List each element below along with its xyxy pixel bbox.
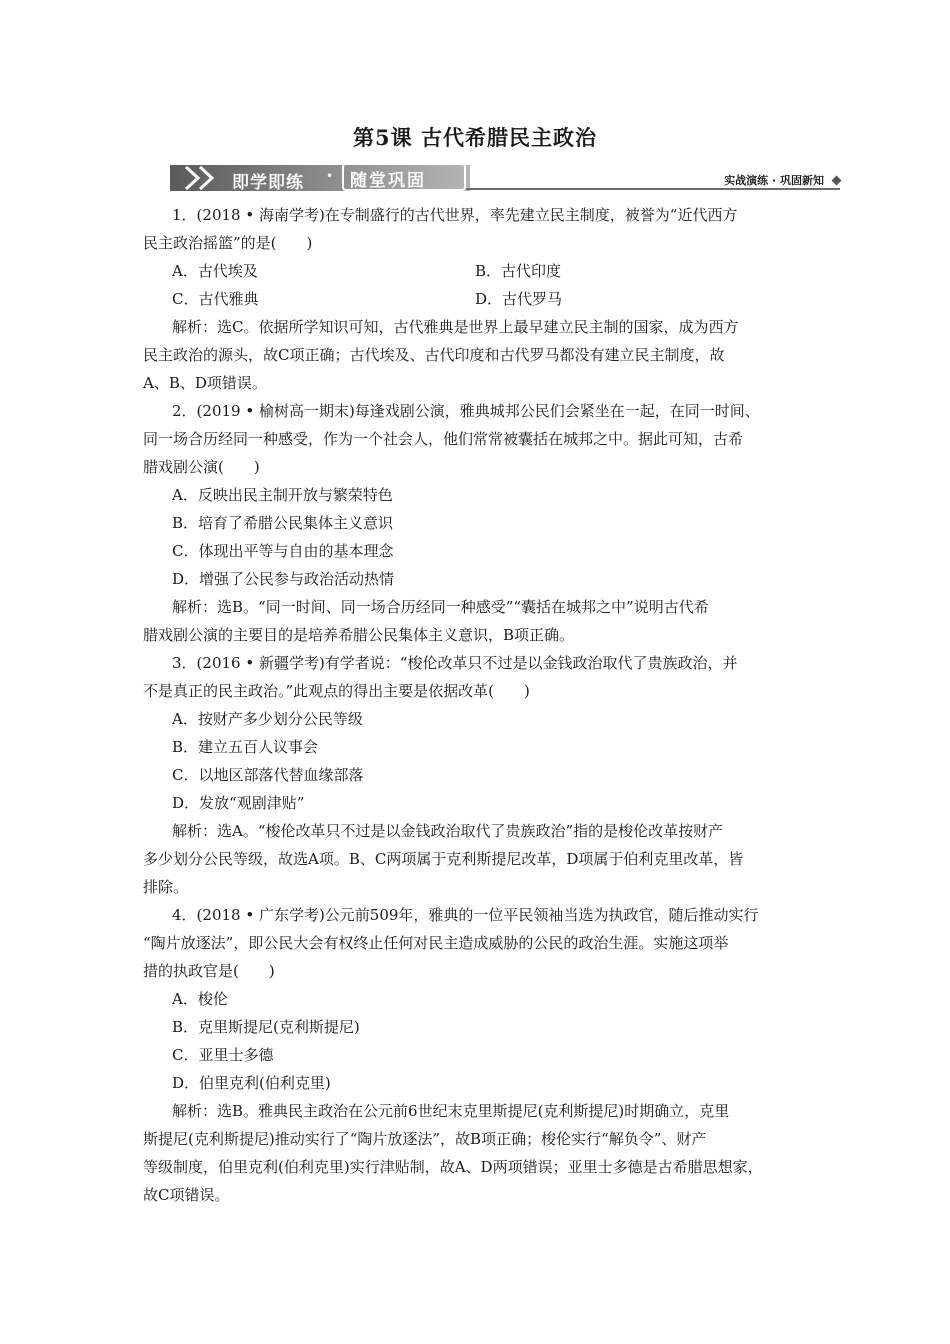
text-line: 措的执政官是( ) — [143, 962, 275, 980]
text-line: 腊戏剧公演( ) — [143, 458, 260, 476]
text-line: C．以地区部落代替血缘部落 — [172, 766, 364, 784]
text-line: 排除。 — [143, 878, 189, 896]
text-line: 民主政治摇篮”的是( ) — [143, 234, 313, 252]
text-line: A．梭伦 — [172, 990, 228, 1008]
text-line: C．体现出平等与自由的基本理念 — [172, 542, 394, 560]
text-line: D．发放“观剧津贴” — [172, 794, 305, 812]
text-line: 不是真正的民主政治。”此观点的得出主要是依据改革( ) — [143, 682, 530, 700]
text-line: A、B、D项错误。 — [143, 374, 267, 392]
text-line: A．反映出民主制开放与繁荣特色 — [172, 486, 393, 504]
text-line: B．克里斯提尼(克利斯提尼) — [172, 1018, 360, 1036]
banner-dot: • — [326, 169, 334, 183]
banner-sub-label: 随堂巩固 — [350, 171, 426, 191]
text-line: 民主政治的源头，故C项正确；古代埃及、古代印度和古代罗马都没有建立民主制度，故 — [143, 346, 725, 364]
text-line: 解析：选A。“梭伦改革只不过是以金钱政治取代了贵族政治”指的是梭伦改革按财产 — [172, 822, 724, 840]
text-line: 解析：选B。雅典民主政治在公元前6世纪末克里斯提尼(克利斯提尼)时期确立，克里 — [172, 1102, 730, 1120]
text-line: D．增强了公民参与政治活动热情 — [172, 570, 395, 588]
text-line: 故C项错误。 — [143, 1186, 230, 1204]
text-line: 解析：选C。依据所学知识可知，古代雅典是世界上最早建立民主制的国家，成为西方 — [172, 318, 739, 336]
text-line: 4．(2018 • 广东学考)公元前509年，雅典的一位平民领袖当选为执政官，随后推动实行 — [172, 906, 759, 924]
text-line: 多少划分公民等级，故选A项。B、C两项属于克利斯提尼改革，D项属于伯利克里改革，皆 — [143, 850, 744, 868]
banner-right-label: 实战演练 · 巩固新知 — [724, 174, 824, 187]
text-line: 斯提尼(克利斯提尼)推动实行了“陶片放逐法”，故B项正确；梭伦实行“解负令”、财产 — [143, 1130, 707, 1148]
text-line: 2．(2019 • 榆树高一期末)每逢戏剧公演，雅典城邦公民们会紧坐在一起，在同一时间、 — [172, 402, 760, 420]
section-banner — [170, 161, 840, 195]
text-line: 解析：选B。“同一时间、同一场合历经同一种感受”“囊括在城邦之中”说明古代希 — [172, 598, 709, 616]
text-line: 3．(2016 • 新疆学考)有学者说：“梭伦改革只不过是以金钱政治取代了贵族政治，并 — [172, 654, 738, 672]
text-line: 等级制度，伯里克利(伯利克里)实行津贴制，故A、D两项错误；亚里士多德是古希腊思想家， — [143, 1158, 763, 1176]
text-line: D．古代罗马 — [475, 290, 563, 308]
text-line: C．亚里士多德 — [172, 1046, 274, 1064]
text-line: B．建立五百人议事会 — [172, 738, 319, 756]
text-line: A．按财产多少划分公民等级 — [172, 710, 363, 728]
text-line: A．古代埃及 — [172, 262, 258, 280]
banner-rule — [466, 188, 840, 190]
diamond-icon — [832, 176, 842, 186]
text-line: 同一场合历经同一种感受，作为一个社会人，他们常常被囊括在城邦之中。据此可知，古希 — [143, 430, 744, 448]
double-chevron-icon — [182, 165, 226, 191]
text-line: D．伯里克利(伯利克里) — [172, 1074, 331, 1092]
text-line: B．培育了希腊公民集体主义意识 — [172, 514, 394, 532]
text-line: B．古代印度 — [475, 262, 562, 280]
text-line: 腊戏剧公演的主要目的是培养希腊公民集体主义意识，B项正确。 — [143, 626, 575, 644]
banner-main-label: 即学即练 — [232, 173, 304, 193]
text-line: C．古代雅典 — [172, 290, 259, 308]
page-title: 第5课 古代希腊民主政治 — [353, 125, 597, 150]
text-line: 1．(2018 • 海南学考)在专制盛行的古代世界，率先建立民主制度，被誉为“近代西方 — [172, 206, 738, 224]
text-line: “陶片放逐法”，即公民大会有权终止任何对民主造成威胁的公民的政治生涯。实施这项举 — [143, 934, 729, 952]
